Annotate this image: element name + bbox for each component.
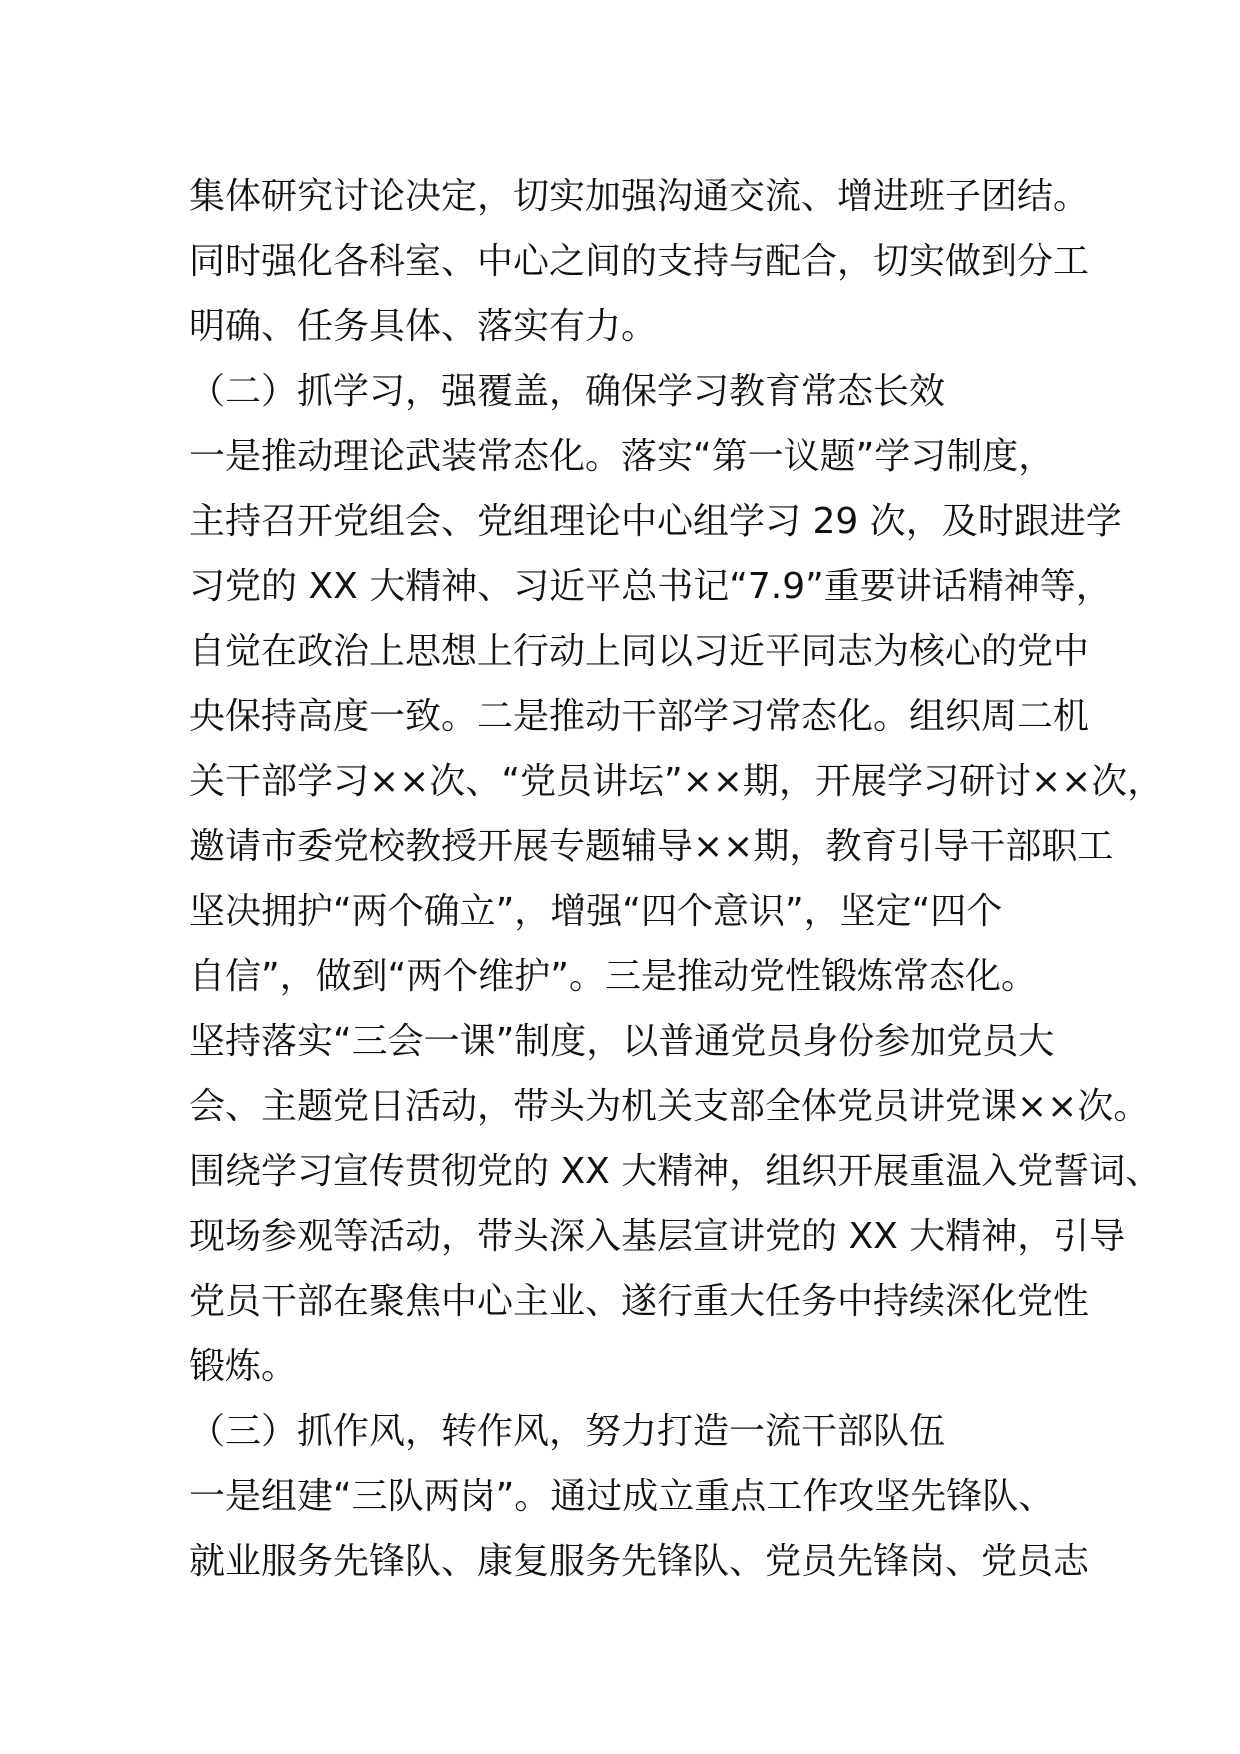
text-line: 关干部学习××次、“党员讲坛”××期，开展学习研讨××次， (189, 761, 1164, 802)
text-line: 邀请市委党校教授开展专题辅导××期，教育引导干部职工 (189, 826, 1114, 867)
text-line: 坚持落实“三会一课”制度，以普通党员身份参加党员大 (189, 1021, 1055, 1062)
document-body (189, 164, 1164, 1594)
section-heading: （二）抓学习，强覆盖，确保学习教育常态长效 (189, 371, 946, 412)
text-line: 自信”，做到“两个维护”。三是推动党性锻炼常态化。 (189, 956, 1037, 997)
text-line: 围绕学习宣传贯彻党的 XX 大精神，组织开展重温入党誓词、 (189, 1151, 1162, 1192)
section-heading: （三）抓作风，转作风，努力打造一流干部队伍 (189, 1411, 946, 1452)
text-line: 央保持高度一致。二是推动干部学习常态化。组织周二机 (189, 696, 1090, 737)
text-line: 一是组建“三队两岗”。通过成立重点工作攻坚先锋队、 (189, 1476, 1055, 1517)
text-line: 明确、任务具体、落实有力。 (189, 306, 658, 347)
text-line: 就业服务先锋队、康复服务先锋队、党员先锋岗、党员志 (189, 1541, 1090, 1582)
text-line: 一是推动理论武装常态化。落实“第一议题”学习制度， (189, 436, 1055, 477)
text-line: 会、主题党日活动，带头为机关支部全体党员讲党课××次。 (189, 1086, 1150, 1127)
text-line: 主持召开党组会、党组理论中心组学习 29 次，及时跟进学 (189, 501, 1122, 542)
text-line: 党员干部在聚焦中心主业、遂行重大任务中持续深化党性 (189, 1281, 1090, 1322)
text-line: 坚决拥护“两个确立”，增强“四个意识”，坚定“四个 (189, 891, 1003, 932)
text-line: 集体研究讨论决定，切实加强沟通交流、增进班子团结。 (189, 176, 1090, 217)
text-line: 现场参观等活动，带头深入基层宣讲党的 XX 大精神，引导 (189, 1216, 1126, 1257)
text-line: 同时强化各科室、中心之间的支持与配合，切实做到分工 (189, 241, 1090, 282)
text-line: 习党的 XX 大精神、习近平总书记“7.9”重要讲话精神等， (189, 566, 1112, 607)
text-line: 自觉在政治上思想上行动上同以习近平同志为核心的党中 (189, 631, 1090, 672)
text-line: 锻炼。 (189, 1346, 298, 1387)
